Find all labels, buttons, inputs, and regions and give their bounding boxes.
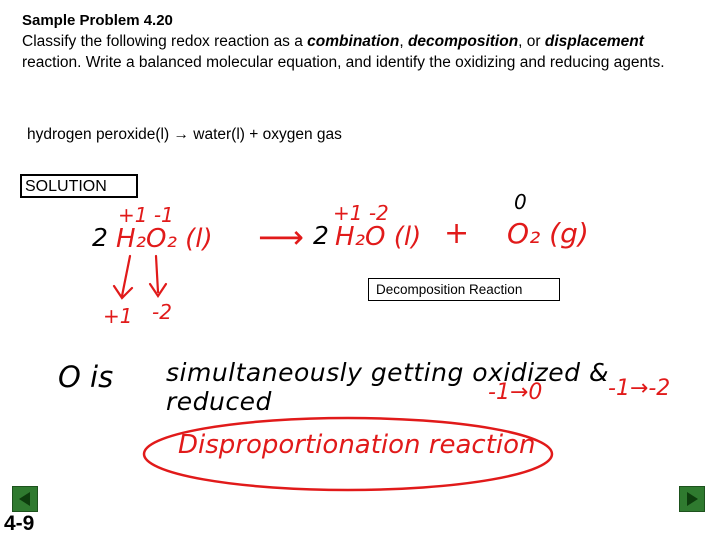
- ox-state-oxygen: 0: [514, 190, 527, 214]
- triangle-left-icon: [13, 487, 37, 511]
- plus-sign: +: [444, 216, 470, 251]
- disproportionation-label: Disproportionation reaction: [178, 430, 536, 460]
- problem-text-a: Classify the following redox reaction as a: [22, 33, 308, 50]
- problem-statement: [22, 31, 682, 73]
- solution-label: SOLUTION: [20, 174, 138, 198]
- problem-text-b: reaction. Write a balanced molecular equation, and identify the oxidizing and reducing agents.: [22, 54, 665, 71]
- reactant-formula: H₂O₂ (l): [116, 224, 213, 254]
- reaction-arrow: ⟶: [258, 218, 304, 256]
- reduced-change: -1→-2: [608, 376, 671, 401]
- note-simultaneously: simultaneously getting oxidized & reduced: [166, 358, 609, 416]
- term-displacement: displacement: [544, 33, 644, 50]
- next-slide-button[interactable]: [679, 486, 705, 512]
- oxidized-change: -1→0: [488, 380, 543, 405]
- oxygen-ox-state: -2: [152, 300, 172, 324]
- water-formula: H₂O (l): [335, 222, 422, 252]
- page-title: Sample Problem 4.20: [22, 12, 173, 29]
- word-equation: hydrogen peroxide(l) → water(l) + oxygen gas: [27, 126, 342, 143]
- ox-state-reactant: +1 -1: [118, 203, 174, 227]
- triangle-right-icon: [680, 487, 704, 511]
- sep-1: ,: [399, 33, 408, 50]
- ox-state-water: +1 -2: [333, 201, 389, 225]
- oxygen-formula: O₂ (g): [507, 217, 589, 250]
- term-decomposition: decomposition: [407, 33, 519, 50]
- decomposition-label: Decomposition Reaction: [368, 278, 560, 301]
- sep-2: , or: [518, 33, 545, 50]
- slide-number: 4-9: [4, 512, 35, 535]
- term-combination: combination: [307, 33, 400, 50]
- note-o-is: O is: [58, 360, 114, 394]
- coefficient-water: 2: [313, 221, 329, 250]
- oxidation-arrows: [108, 252, 188, 308]
- coefficient-reactant: 2: [92, 223, 108, 252]
- prev-slide-button[interactable]: [12, 486, 38, 512]
- hydrogen-ox-state: +1: [103, 304, 133, 328]
